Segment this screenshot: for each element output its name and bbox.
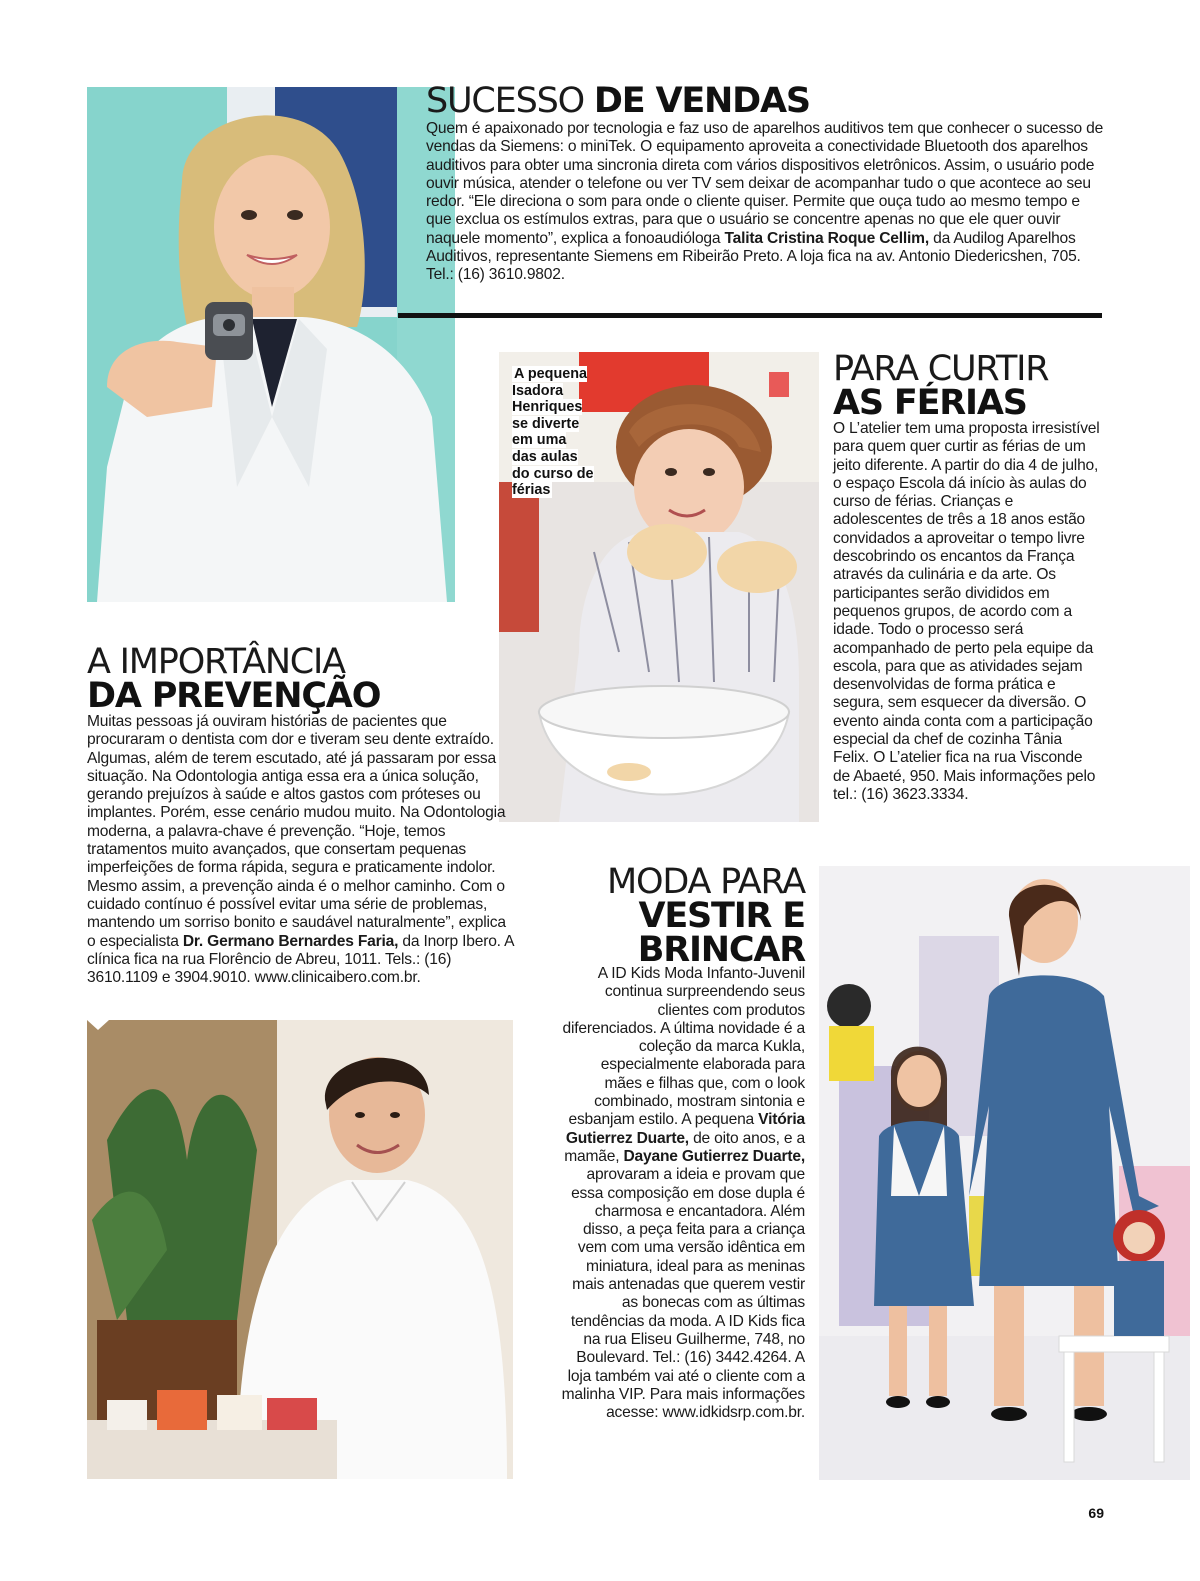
ferias-heading-line1: PARA CURTIR xyxy=(833,349,1049,389)
ferias-heading-line2: AS FÉRIAS xyxy=(833,383,1027,423)
moda-body xyxy=(560,965,805,1422)
isadora-photo-caption-text: A pequena Isadora Henriques se diverte em uma das aulas do curso de férias xyxy=(512,366,594,499)
vendas-heading xyxy=(426,81,1106,121)
prevencao-body-text: Muitas pessoas já ouviram histórias de pacientes que procuraram o dentista com dor e tiveram seu dente extraído. Algumas, além de terem escutado, até já passaram por essa situação. Na Odontologia antiga essa era a única solução, gerando prejuízos à saúde e altos gastos com próteses ou implantes. Porém, esse cenário mudou muito. Na Odontologia moderna, a palavra-chave é prevenção. “Hoje, temos tratamentos muito avançados, que consertam pequenas imperfeições de forma rápida, segura e praticamente indolor. Mesmo assim, a prevenção ainda é o melhor caminho. Com o cuidado contínuo é possível evitar uma série de problemas, mantendo um sorriso bonito e saudável naturalmente”, explica o especialista xyxy=(87,713,506,950)
article-para-curtir-as-ferias xyxy=(833,349,1103,804)
moda-body-mid: de oito anos, e a mamãe, xyxy=(564,1129,805,1165)
photo-fonoaudiologa-image xyxy=(87,87,455,602)
article-moda-para-vestir-e-brincar xyxy=(560,862,805,1422)
photo-dayane-e-vitoria xyxy=(819,866,1190,1480)
moda-body-name-2: Dayane Gutierrez Duarte, xyxy=(623,1147,805,1165)
moda-heading-line2: VESTIR E xyxy=(638,896,805,936)
photo-dayane-vitoria-image xyxy=(819,866,1190,1480)
vendas-heading-bold: DE VENDAS xyxy=(593,81,810,121)
moda-body-end: aprovaram a ideia e provam que essa composição em dose dupla é charmosa e encantadora. Além disso, a peça feita para a criança vem com uma versão idêntica em miniatura, ideal para as meninas mais antenadas que querem vestir as bonecas com as últimas tendências da moda. A ID Kids fica na rua Eliseu Guilherme, 748, no Boulevard. Tel.: (16) 3442.4264. A loja também vai até o cliente com a malinha VIP. Para mais informações acesse: www.idkidsrp.com.br. xyxy=(561,1166,805,1422)
page-number: 69 xyxy=(1088,1505,1104,1521)
vendas-body-end: da Audilog Aparelhos Auditivos, representante Siemens em Ribeirão Preto. A loja fica na av. Antonio Diedericshen, 705. Tel.: (16) 3610.9802. xyxy=(426,229,1081,284)
vendas-body-name: Talita Cristina Roque Cellim, xyxy=(724,229,929,247)
moda-body-name-1: Vitória Gutierrez Duarte, xyxy=(565,1111,805,1147)
photo-dr-germano xyxy=(87,1020,513,1479)
prevencao-body xyxy=(87,713,517,987)
prevencao-heading-line1: A IMPORTÂNCIA xyxy=(87,642,345,682)
prevencao-heading-line2: DA PREVENÇÃO xyxy=(87,676,381,716)
prevencao-body-end: da Inorp Ibero. A clínica fica na rua Florêncio de Abreu, 1011. Tels.: (16) 3610.1109 e 3904.9010. www.clinicaibero.com.br. xyxy=(87,932,514,987)
article-a-importancia-da-prevencao xyxy=(87,642,519,987)
prevencao-body-name: Dr. Germano Bernardes Faria, xyxy=(182,932,399,950)
moda-body-text: A ID Kids Moda Infanto-Juvenil continua surpreendendo seus clientes com produtos diferenciados. A última novidade é a coleção da marca Kukla, especialmente elaborada para mães e filhas que, com o look combinado, mostram sintonia e esbanjam estilo. A pequena xyxy=(562,965,805,1129)
vendas-heading-light: SUCESSO xyxy=(426,81,594,121)
photo-fonoaudiologa xyxy=(87,87,455,602)
photo-dr-germano-image xyxy=(87,1020,513,1479)
ferias-body: O L’atelier tem uma proposta irresistível para quem quer curtir as férias de um jeito diferente. A partir do dia 4 de julho, o espaço Escola dá início às aulas do curso de férias. Crianças e adolescentes de três a 18 anos estão convidados a aproveitar o tempo livre descobrindo os encantos da França através da culinária e da arte. Os participantes serão divididos em pequenos grupos, de acordo com a idade. Todo o processo será acompanhado de perto pela equipe da escola, para que as atividades sejam desenvolvidas de forma prática e segura, sem esquecer da diversão. O evento ainda conta com a participação especial da chef de cozinha Tânia Felix. O L’atelier fica na rua Visconde de Abaeté, 950. Mais informações pelo tel.: (16) 3623.3334. xyxy=(833,420,1100,803)
section-divider-rule xyxy=(398,313,1102,318)
photo-isadora-henriques xyxy=(499,352,819,822)
article-sucesso-de-vendas xyxy=(426,81,1106,285)
vendas-body-text: Quem é apaixonado por tecnologia e faz uso de aparelhos auditivos tem que conhecer o sucesso de vendas da Siemens: o miniTek. O equipamento aproveita a conectividade Bluetooth dos aparelhos auditivos para obter uma sincronia direta com vários dispositivos eletrônicos. Assim, o usuário pode ouvir música, atender o telefone ou ver TV sem deixar de acompanhar tudo o que acontece ao seu redor. “Ele direciona o som para onde o cliente quiser. Permite que ouça tudo ao mesmo tempo e que exclua os estímulos extras, para que o usuário se concentre apenas no que ele quer ouvir naquele momento”, explica a fonoaudióloga xyxy=(426,120,1104,247)
moda-heading-line3: BRINCAR xyxy=(637,930,805,970)
vendas-body xyxy=(426,120,1106,285)
moda-heading-line1: MODA PARA xyxy=(606,862,805,902)
isadora-photo-caption xyxy=(512,366,594,499)
